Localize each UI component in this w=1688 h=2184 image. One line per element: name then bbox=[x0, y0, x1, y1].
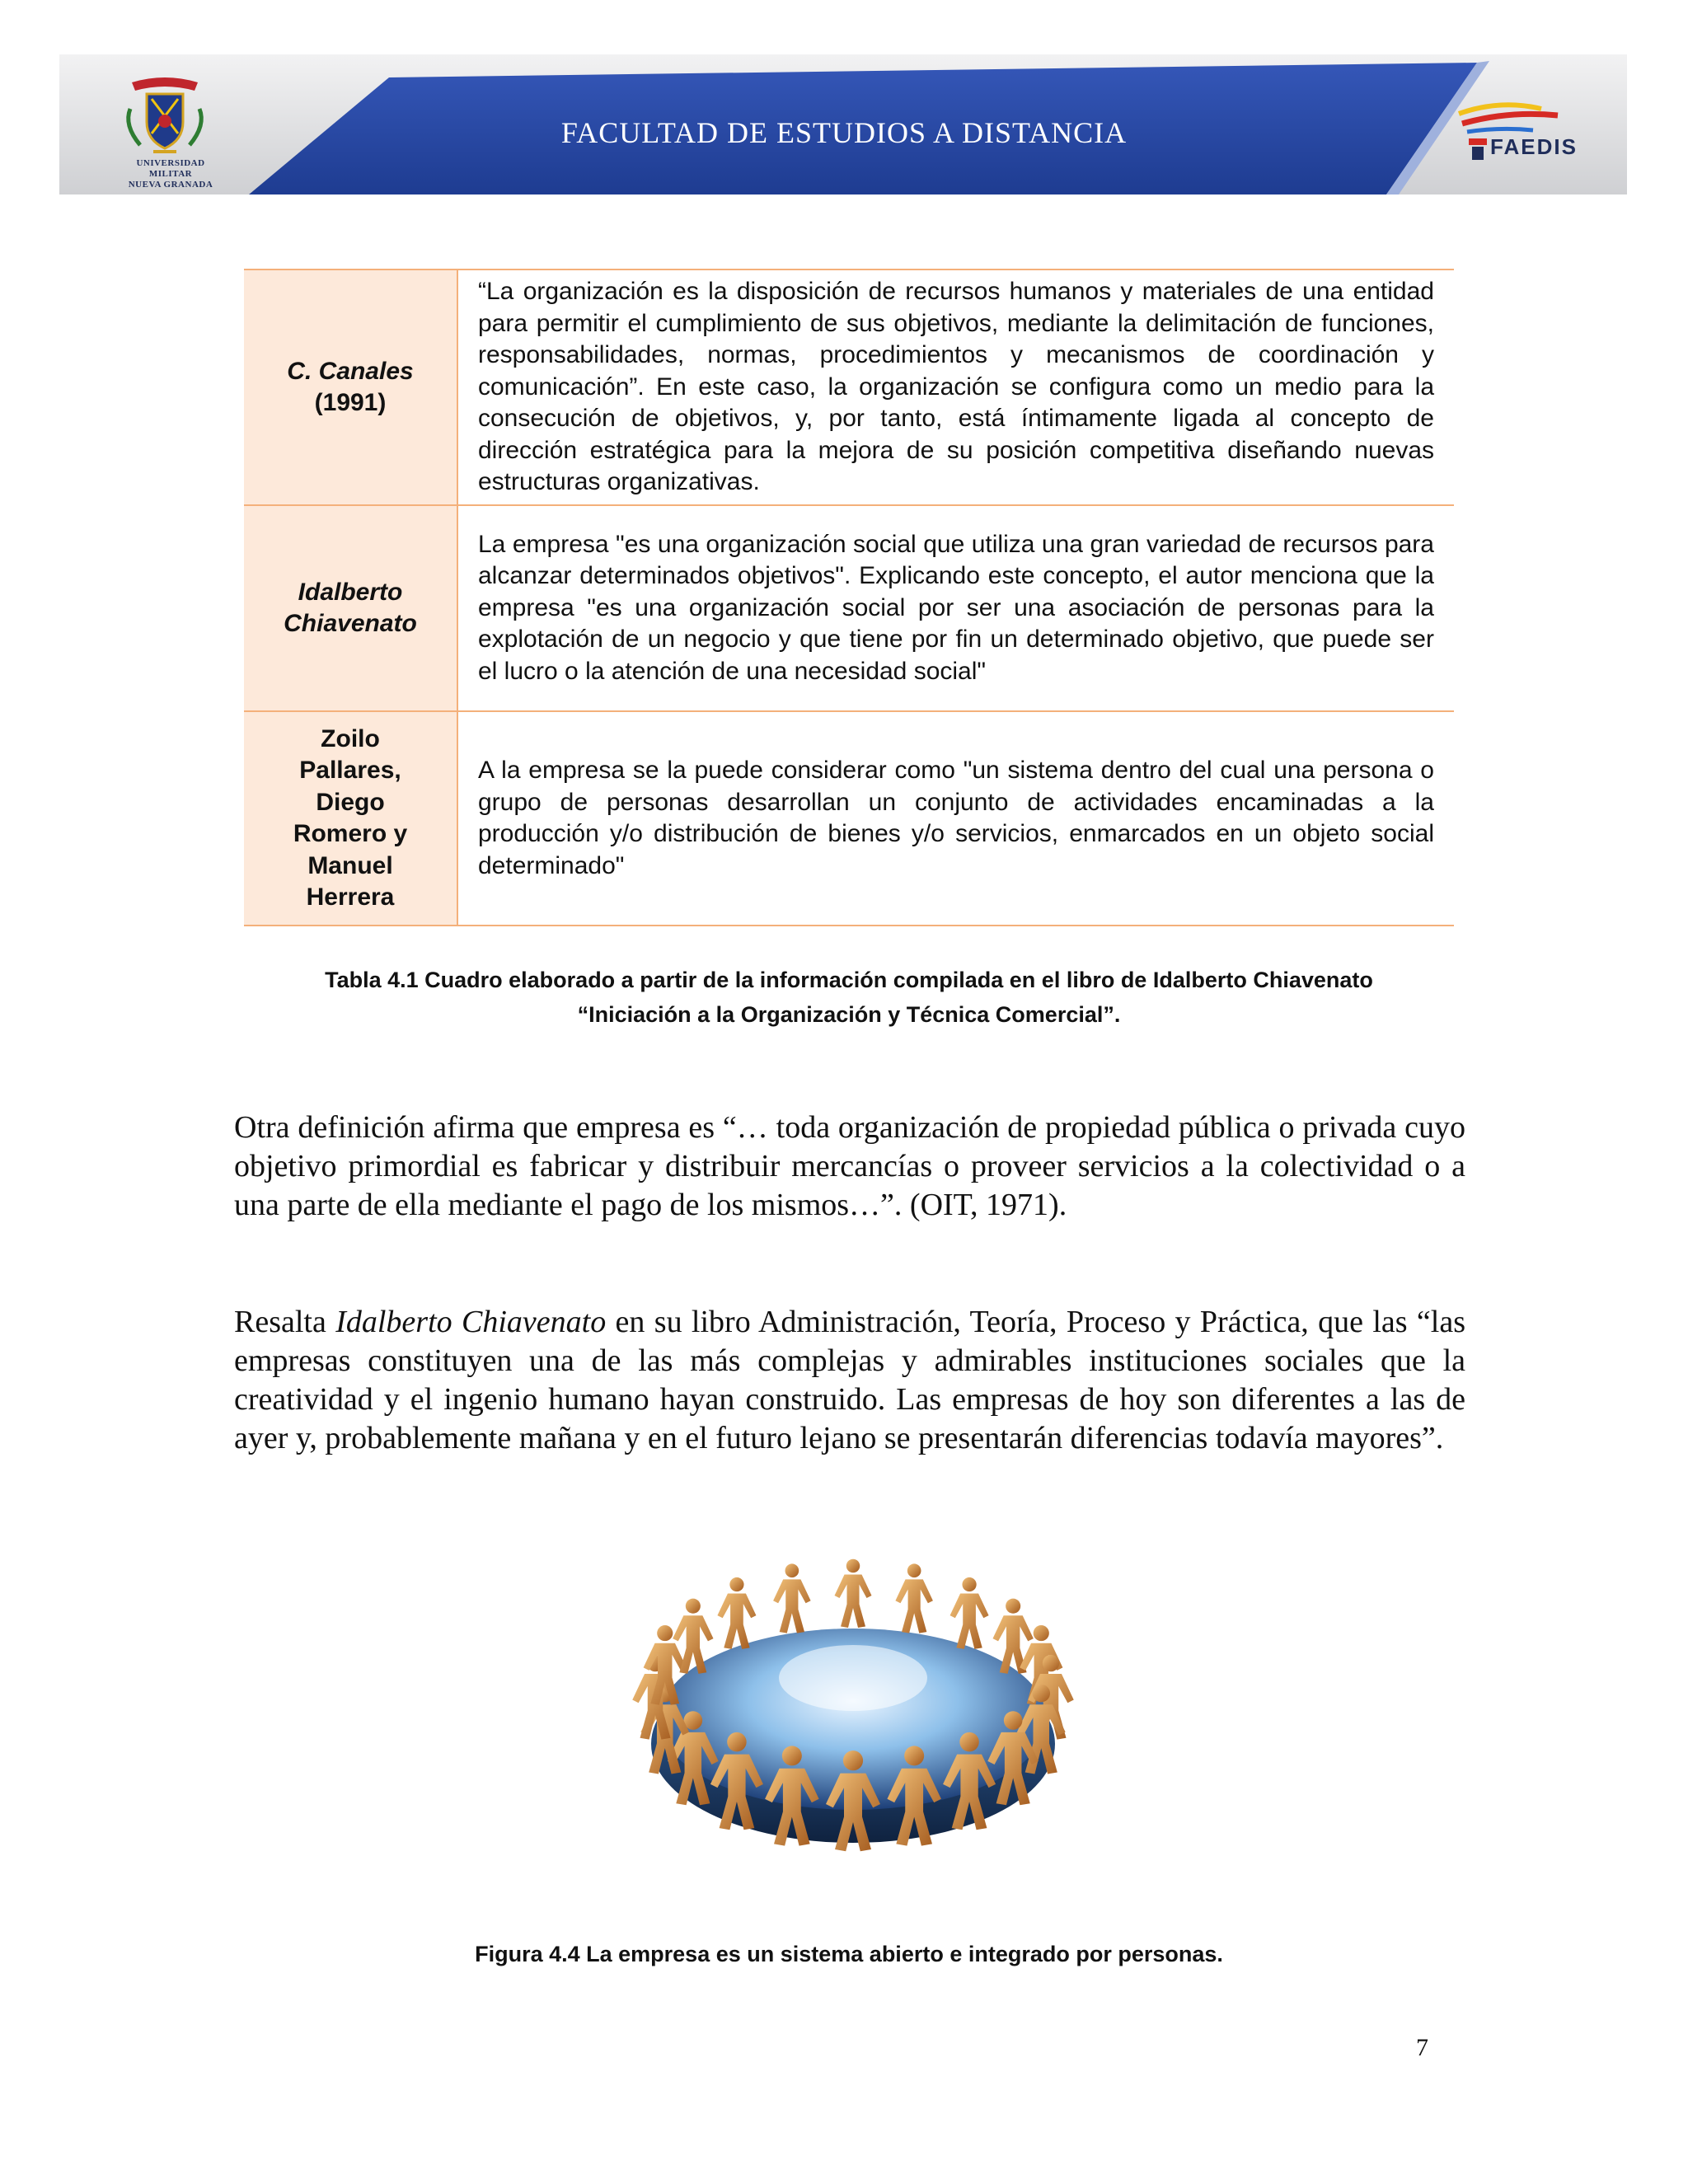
author-cell: C. Canales (1991) bbox=[244, 269, 457, 505]
paragraph-oit-definition: Otra definición afirma que empresa es “… toda organización de propiedad pública o privada cuyo objetivo primordial es fabricar y distribuir mercancías o proveer servicios a la colectividad o a una parte de ella mediante el pago de los mismos…”. (OIT, 1971). bbox=[234, 1110, 1465, 1222]
paragraph-chiavenato-quote: Resalta Idalberto Chiavenato en su libro Administración, Teoría, Proceso y Práctica, que las “las empresas constituyen una de las más complejas y admirables instituciones sociales que la creatividad y el ingenio humano hayan construido. Las empresas de hoy son diferentes a las de ayer y, probablemente mañana y en el futuro lejano se presentarán diferencias todavía mayores”. bbox=[234, 1305, 1465, 1455]
people-circle-globe-icon bbox=[626, 1538, 1080, 1900]
definition-cell: La empresa "es una organización social que utiliza una gran variedad de recursos para alcanzar determinados objetivos". Explicando este concepto, el autor menciona que la empresa "es una organización social por ser una asociación de personas para la explotación de un negocio y que tiene por fin un determinado objetivo, que puede ser el lucro o la atención de una necesidad social" bbox=[457, 505, 1454, 711]
author-cell: Idalberto Chiavenato bbox=[244, 505, 457, 711]
university-name: UNIVERSIDAD MILITAR NUEVA GRANADA bbox=[128, 158, 213, 190]
table-row bbox=[244, 269, 1454, 505]
university-crest-icon bbox=[115, 76, 214, 158]
paper-person-figure bbox=[773, 1563, 811, 1633]
figure-caption: Figura 4.4 La empresa es un sistema abierto e integrado por personas. bbox=[475, 1942, 1223, 1966]
definitions-table bbox=[244, 269, 1454, 926]
paper-person-figure bbox=[895, 1563, 933, 1633]
table-row bbox=[244, 711, 1454, 926]
paper-person-figure bbox=[835, 1559, 872, 1628]
author-cell: Zoilo Pallares, Diego Romero y Manuel Herrera bbox=[244, 711, 457, 926]
faedis-logo-text: FAEDIS bbox=[1490, 134, 1578, 159]
definition-cell: A la empresa se la puede considerar como "un sistema dentro del cual una persona o grupo de personas desarrollan un conjunto de actividades encaminadas a la producción y/o distribución de bienes y/o servicios, enmarcados en un objeto social determinado" bbox=[457, 711, 1454, 926]
header-title: FACULTAD DE ESTUDIOS A DISTANCIA bbox=[560, 116, 1128, 149]
paper-person-figure bbox=[717, 1577, 756, 1649]
definition-cell: “La organización es la disposición de recursos humanos y materiales de una entidad para permitir el cumplimiento de sus objetivos, mediante la delimitación de funciones, responsabilidades, normas, procedimientos y mecanismos de coordinación y comunicación”. En este caso, la organización se configura como un medio para la consecución de objetivos, y, por tanto, está íntimamente ligada al concepto de dirección estratégica para la mejora de su posición competitiva diseñando nuevas estructuras organizativas. bbox=[457, 269, 1454, 505]
paper-person-figure bbox=[950, 1577, 989, 1649]
page-number: 7 bbox=[1416, 2034, 1428, 2061]
table-row bbox=[244, 505, 1454, 711]
table-caption: Tabla 4.1 Cuadro elaborado a partir de la información compilada en el libro de Idalberto Chiavenato “Iniciación a la Organización y Técnica Comercial”. bbox=[325, 968, 1373, 1027]
